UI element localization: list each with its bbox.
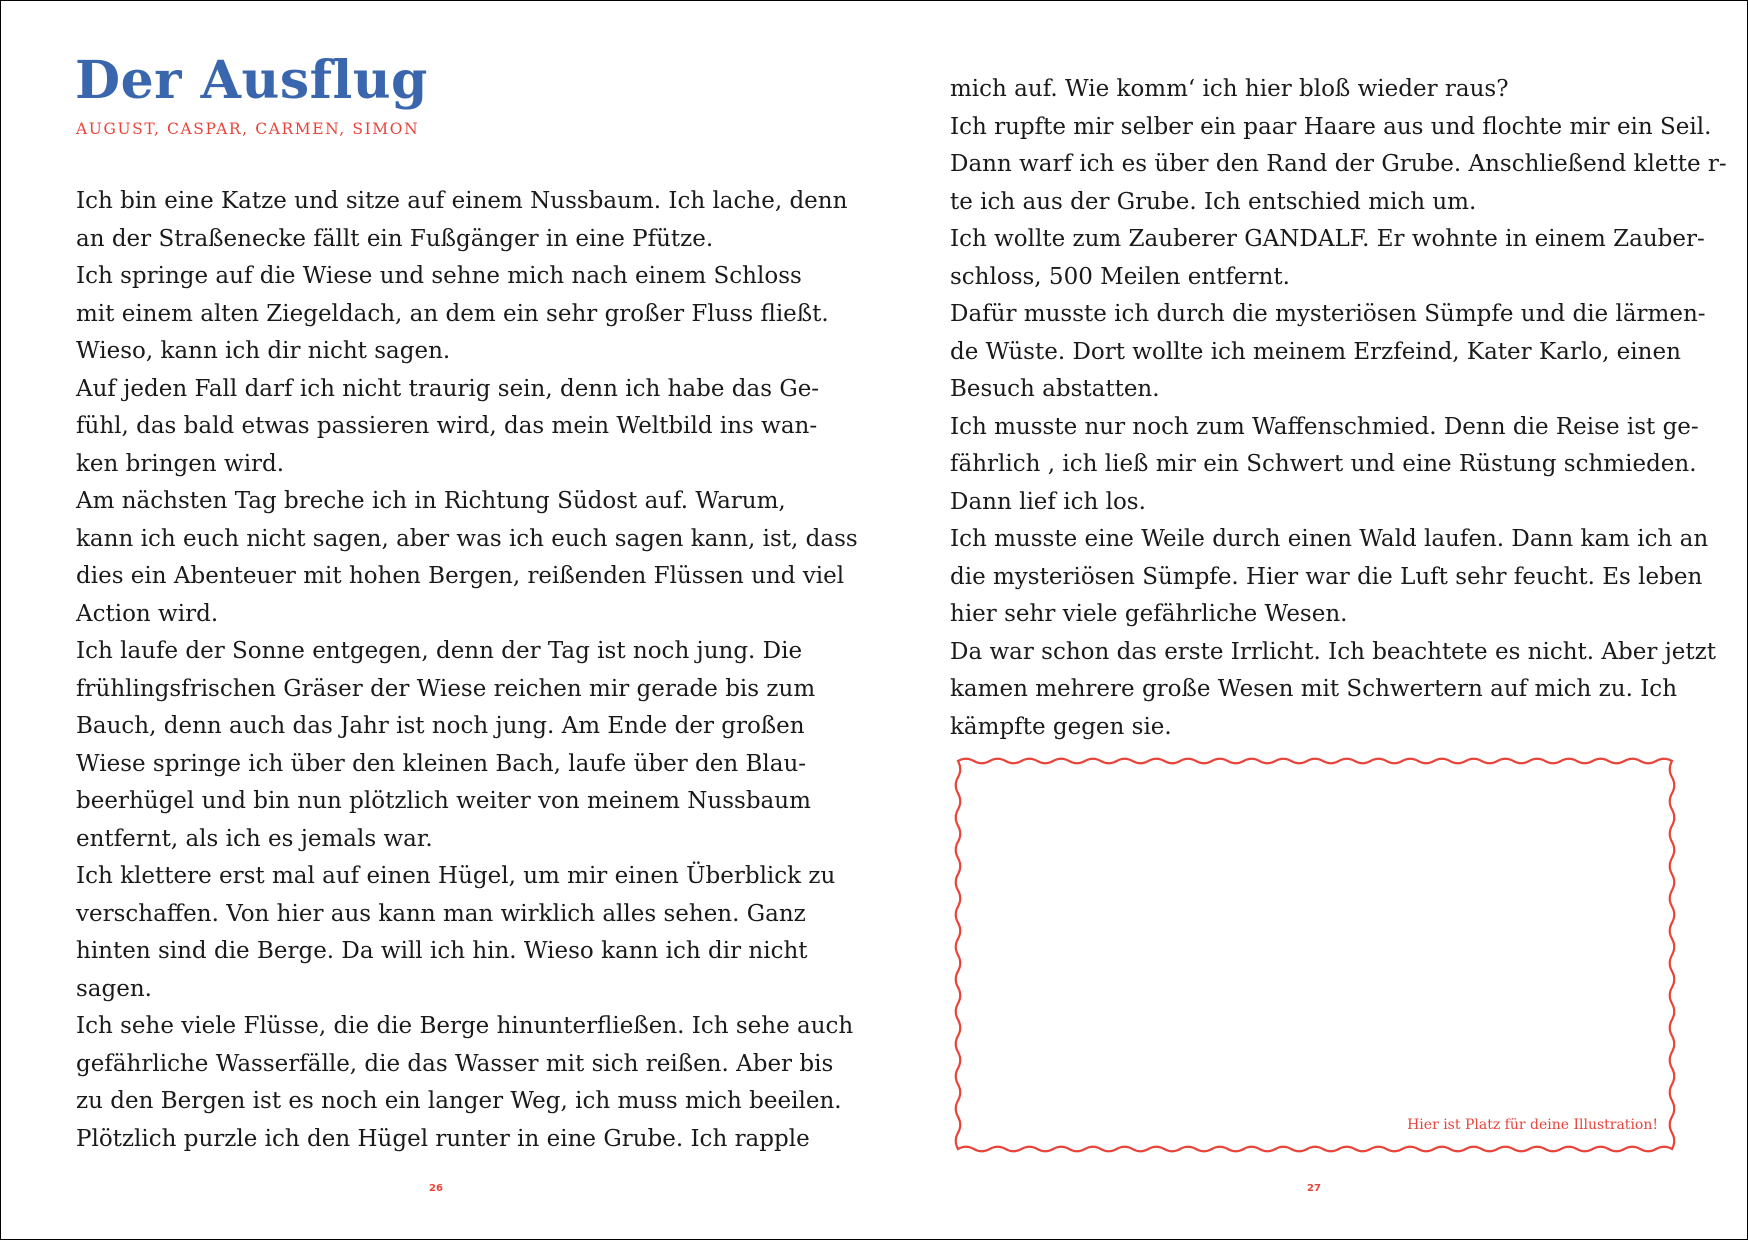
text-line: te ich aus der Grube. Ich entschied mich um. xyxy=(950,188,1477,215)
illustration-caption: Hier ist Platz für deine Illustration! xyxy=(1407,1117,1658,1133)
text-line: Ich rupfte mir selber ein paar Haare aus und flochte mir ein Seil. xyxy=(950,113,1712,140)
text-line: an der Straßenecke fällt ein Fußgänger in eine Pfütze. xyxy=(76,225,714,252)
text-line: Besuch abstatten. xyxy=(950,376,1160,402)
text-line: Ich musste nur noch zum Waffenschmied. Denn die Reise ist ge- xyxy=(950,413,1699,440)
text-line: schloss, 500 Meilen entfernt. xyxy=(950,263,1290,290)
right-body-text xyxy=(950,71,1727,746)
text-line: mit einem alten Ziegeldach, an dem ein sehr großer Fluss fließt. xyxy=(76,300,829,327)
illustration-frame xyxy=(950,753,1680,1157)
text-line: Dafür musste ich durch die mysteriösen Sümpfe und die lärmen- xyxy=(950,301,1706,327)
wavy-border-icon xyxy=(950,753,1680,1157)
text-line: frühlingsfrischen Gräser der Wiese reichen mir gerade bis zum xyxy=(76,675,816,702)
text-line: gefährliche Wasserfälle, die das Wasser mit sich reißen. Aber bis xyxy=(76,1050,834,1077)
story-title: Der Ausflug xyxy=(75,50,428,111)
text-line: Da war schon das erste Irrlicht. Ich beachtete es nicht. Aber jetzt xyxy=(950,638,1717,665)
text-line: Wieso, kann ich dir nicht sagen. xyxy=(76,338,451,364)
text-line: dies ein Abenteuer mit hohen Bergen, reißenden Flüssen und viel xyxy=(76,563,845,589)
text-line: Action wird. xyxy=(76,600,219,627)
text-line: Am nächsten Tag breche ich in Richtung Südost auf. Warum, xyxy=(76,488,786,514)
text-line: kann ich euch nicht sagen, aber was ich euch sagen kann, ist, dass xyxy=(76,525,858,552)
text-line: Ich wollte zum Zauberer GANDALF. Er wohnte in einem Zauber- xyxy=(950,226,1705,252)
text-line: zu den Bergen ist es noch ein langer Weg, ich muss mich beeilen. xyxy=(76,1088,842,1114)
text-line: de Wüste. Dort wollte ich meinem Erzfeind, Kater Karlo, einen xyxy=(950,338,1681,365)
text-line: Dann lief ich los. xyxy=(950,488,1146,515)
page-number-right: 27 xyxy=(1307,1183,1321,1194)
text-line: Ich musste eine Weile durch einen Wald laufen. Dann kam ich an xyxy=(950,526,1709,552)
text-line: Wiese springe ich über den kleinen Bach, laufe über den Blau- xyxy=(76,750,807,777)
text-line: ken bringen wird. xyxy=(76,450,285,477)
story-authors: AUGUST, CASPAR, CARMEN, SIMON xyxy=(76,120,420,138)
page-number-left: 26 xyxy=(429,1183,443,1194)
text-line: Ich bin eine Katze und sitze auf einem Nussbaum. Ich lache, denn xyxy=(76,188,848,214)
right-page xyxy=(874,1,1747,1239)
text-line: Auf jeden Fall darf ich nicht traurig sein, denn ich habe das Ge- xyxy=(76,375,820,402)
text-line: beerhügel und bin nun plötzlich weiter von meinem Nussbaum xyxy=(76,788,811,814)
text-line: fährlich , ich ließ mir ein Schwert und eine Rüstung schmieden. xyxy=(950,451,1697,477)
text-line: entfernt, als ich es jemals war. xyxy=(76,825,433,852)
text-line: sagen. xyxy=(76,975,152,1002)
left-page xyxy=(1,1,874,1239)
text-line: Ich sehe viele Flüsse, die die Berge hinunterfließen. Ich sehe auch xyxy=(76,1013,854,1039)
text-line: die mysteriösen Sümpfe. Hier war die Luft sehr feucht. Es leben xyxy=(950,563,1703,590)
text-line: kämpfte gegen sie. xyxy=(950,713,1172,740)
left-body-text xyxy=(76,183,858,1158)
wavy-border-path xyxy=(956,759,1675,1152)
text-line: Dann warf ich es über den Rand der Grube. Anschließend klette r- xyxy=(950,151,1727,177)
text-line: hier sehr viele gefährliche Wesen. xyxy=(950,601,1348,627)
text-line: hinten sind die Berge. Da will ich hin. Wieso kann ich dir nicht xyxy=(76,938,808,964)
text-line: mich auf. Wie komm‘ ich hier bloß wieder raus? xyxy=(950,76,1509,102)
text-line: Ich laufe der Sonne entgegen, denn der Tag ist noch jung. Die xyxy=(76,638,803,664)
text-line: fühl, das bald etwas passieren wird, das mein Weltbild ins wan- xyxy=(76,413,818,439)
text-line: Plötzlich purzle ich den Hügel runter in eine Grube. Ich rapple xyxy=(76,1125,810,1152)
text-line: verschaffen. Von hier aus kann man wirklich alles sehen. Ganz xyxy=(76,900,806,927)
text-line: kamen mehrere große Wesen mit Schwertern auf mich zu. Ich xyxy=(950,676,1678,702)
text-line: Ich springe auf die Wiese und sehne mich nach einem Schloss xyxy=(76,263,802,289)
text-line: Bauch, denn auch das Jahr ist noch jung. Am Ende der großen xyxy=(76,713,805,739)
text-line: Ich klettere erst mal auf einen Hügel, um mir einen Überblick zu xyxy=(76,863,836,889)
